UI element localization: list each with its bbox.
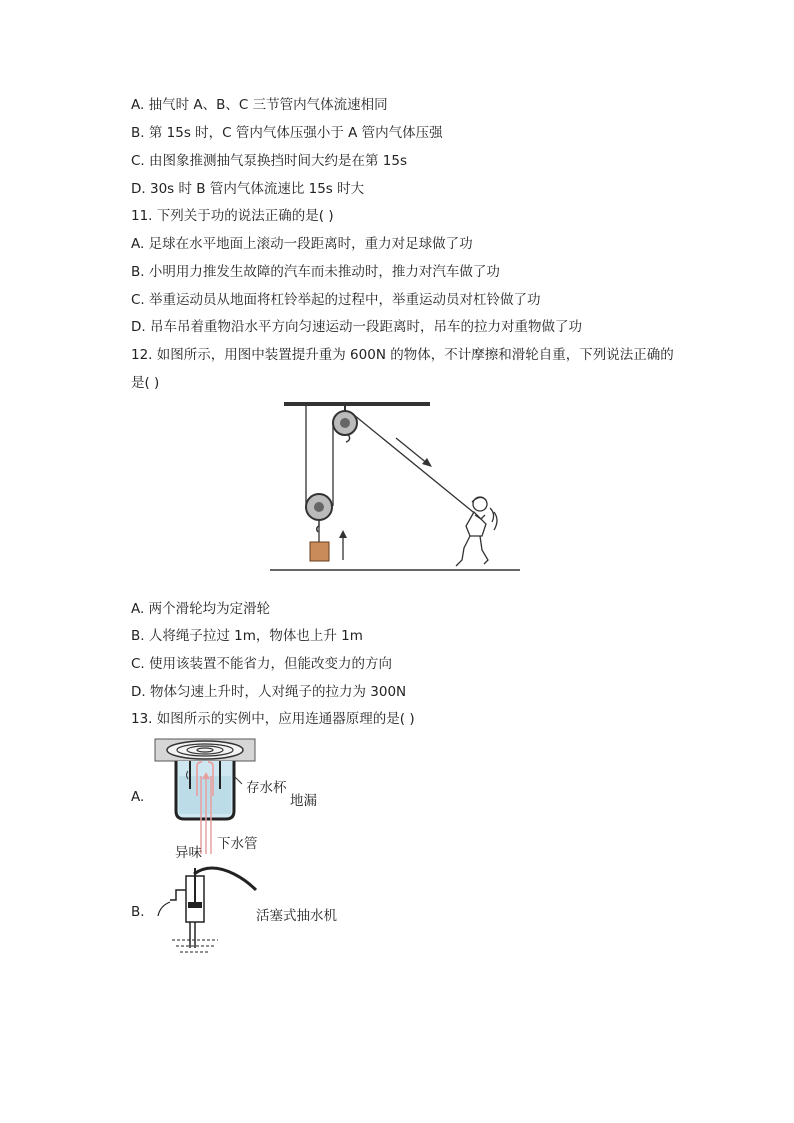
q11-option-d: D. 吊车吊着重物沿水平方向匀速运动一段距离时，吊车的拉力对重物做了功	[131, 319, 582, 335]
tag-smell: 异味	[175, 845, 202, 861]
up-arrow	[339, 530, 347, 538]
q12-option-c: C. 使用该装置不能省力，但能改变力的方向	[131, 656, 393, 672]
person-pulling	[456, 497, 497, 566]
q13-option-b-label: B.	[131, 904, 145, 920]
piston	[188, 902, 202, 908]
tag-cup: 存水杯	[246, 780, 287, 796]
q12-stem-line1: 12. 如图所示，用图中装置提升重为 600N 的物体，不计摩擦和滑轮自重，下列说法正确的	[131, 347, 674, 363]
q12-option-d: D. 物体匀速上升时，人对绳子的拉力为 300N	[131, 684, 407, 700]
q11-option-a: A. 足球在水平地面上滚动一段距离时，重力对足球做了功	[131, 236, 473, 252]
q10-option-b: B. 第 15s 时，C 管内气体压强小于 A 管内气体压强	[131, 125, 443, 141]
q12-option-b: B. 人将绳子拉过 1m，物体也上升 1m	[131, 628, 363, 644]
q12-stem-line2: 是( )	[131, 375, 160, 391]
pull-direction-arrow	[422, 458, 432, 467]
tag-pipe: 下水管	[217, 836, 258, 852]
q11-stem: 11. 下列关于功的说法正确的是( )	[131, 208, 334, 224]
ceiling-beam	[284, 402, 430, 406]
q10-option-c: C. 由图象推测抽气泵换挡时间大约是在第 15s	[131, 153, 408, 169]
rope-pull	[354, 415, 478, 516]
pulley-system-figure	[268, 396, 524, 576]
q10-option-d: D. 30s 时 B 管内气体流速比 15s 时大	[131, 181, 365, 197]
q12-option-a: A. 两个滑轮均为定滑轮	[131, 601, 271, 617]
tag-piston-pump: 活塞式抽水机	[256, 908, 337, 924]
piston-pump-figure	[150, 866, 260, 958]
q11-option-c: C. 举重运动员从地面将杠铃举起的过程中，举重运动员对杠铃做了功	[131, 292, 541, 308]
tag-floor-drain: 地漏	[290, 793, 317, 809]
q13-option-a-label: A.	[131, 789, 145, 805]
load-box	[310, 542, 329, 561]
q10-option-a: A. 抽气时 A、B、C 三节管内气体流速相同	[131, 97, 388, 113]
q13-stem: 13. 如图所示的实例中，应用连通器原理的是( )	[131, 711, 415, 727]
q11-option-b: B. 小明用力推发生故障的汽车而未推动时，推力对汽车做了功	[131, 264, 500, 280]
